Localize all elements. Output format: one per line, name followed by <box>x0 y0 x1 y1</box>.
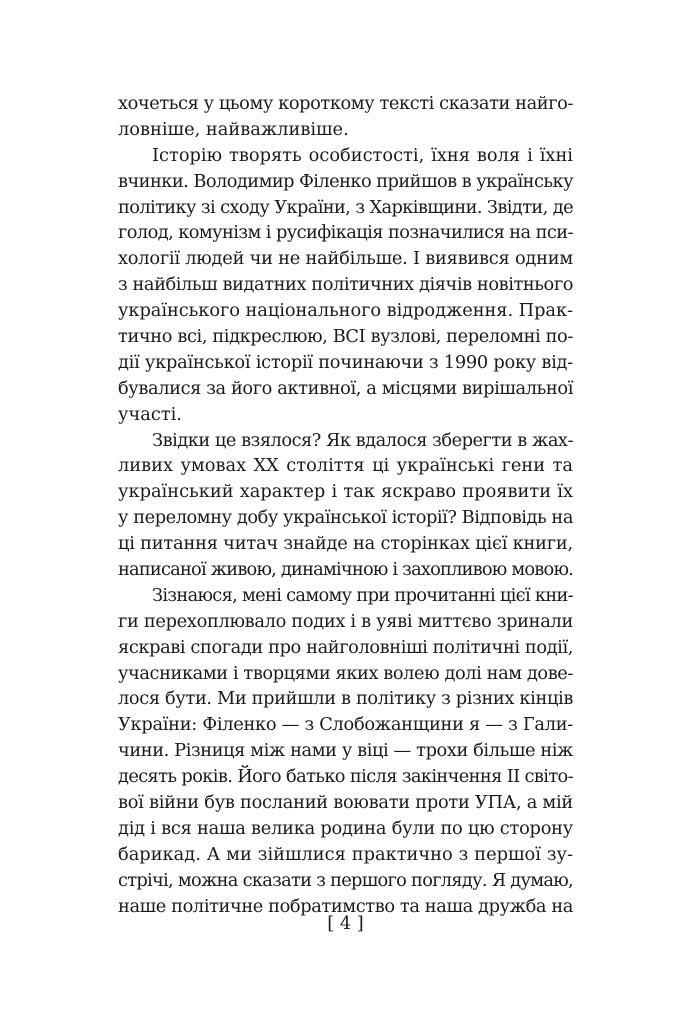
text-line: України: Філенко — з Слобожанщини я — з Гали- <box>118 714 573 736</box>
text-line: написаної живою, динамічною і захопливою мовою. <box>118 559 573 581</box>
text-line: стрічі, можна сказати з першого погляду. Я думаю, <box>118 869 573 891</box>
text-line: українського національного відродження. Прак- <box>118 300 573 322</box>
text-line: політику зі сходу України, з Харківщини. Звідти, де <box>118 196 573 218</box>
text-line: наше політичне побратимство та наша дружба на <box>118 895 573 917</box>
text-line: участі. <box>118 403 182 425</box>
text-line: Історію творять особистості, їхня воля і їхні <box>152 144 573 166</box>
text-line: ці питання читач знайде на сторінках цієї книги, <box>118 533 573 555</box>
text-line: український характер і так яскраво проявити їх <box>118 481 573 503</box>
text-line: дії української історії починаючи з 1990 року від- <box>118 351 573 373</box>
text-line: ги перехоплювало подих і в уяві миттєво зринали <box>118 610 573 632</box>
text-line: чини. Різниця між нами у віці — трохи більше ніж <box>118 740 573 762</box>
text-line: тично всі, підкреслюю, ВСІ вузлові, переломні по- <box>118 326 573 348</box>
text-line: Зізнаюся, мені самому при прочитанні цієї кни- <box>152 584 573 606</box>
text-line: хочеться у цьому короткому тексті сказати найго- <box>118 93 573 114</box>
text-line: хології людей чи не найбільше. І виявився одним <box>118 248 573 270</box>
text-line: голод, комунізм і русифікація позначилися на пси- <box>118 222 573 244</box>
text-line: дід і вся наша велика родина були по цю сторону <box>118 817 573 839</box>
text-line: вчинки. Володимир Філенко прийшов в українську <box>118 170 573 192</box>
text-line: лося бути. Ми прийшли в політику з різних кінців <box>118 688 573 710</box>
text-line: десять років. Його батько після закінчення ІІ світо- <box>118 766 573 788</box>
text-line: ливих умовах ХХ століття ці українські гени та <box>118 455 573 477</box>
text-line: учасниками і творцями яких волею долі нам дове- <box>118 662 573 684</box>
text-line: барикад. А ми зійшлися практично з першої зу- <box>118 843 573 865</box>
text-line: у переломну добу української історії? Відповідь на <box>118 507 573 529</box>
text-line: з найбільш видатних політичних діячів новітнього <box>118 274 573 296</box>
text-line: вої війни був посланий воювати проти УПА, а мій <box>118 792 573 814</box>
text-line: яскраві спогади про найголовніші політичні події, <box>118 636 573 658</box>
text-line: ловніше, найважливіше. <box>118 118 349 140</box>
body-text <box>118 91 573 920</box>
text-line: Звідки це взялося? Як вдалося зберегти в жах- <box>152 429 573 451</box>
page-number: [ 4 ] <box>327 913 364 934</box>
text-line: бувалися за його активної, а місцями вирішальної <box>118 377 573 399</box>
